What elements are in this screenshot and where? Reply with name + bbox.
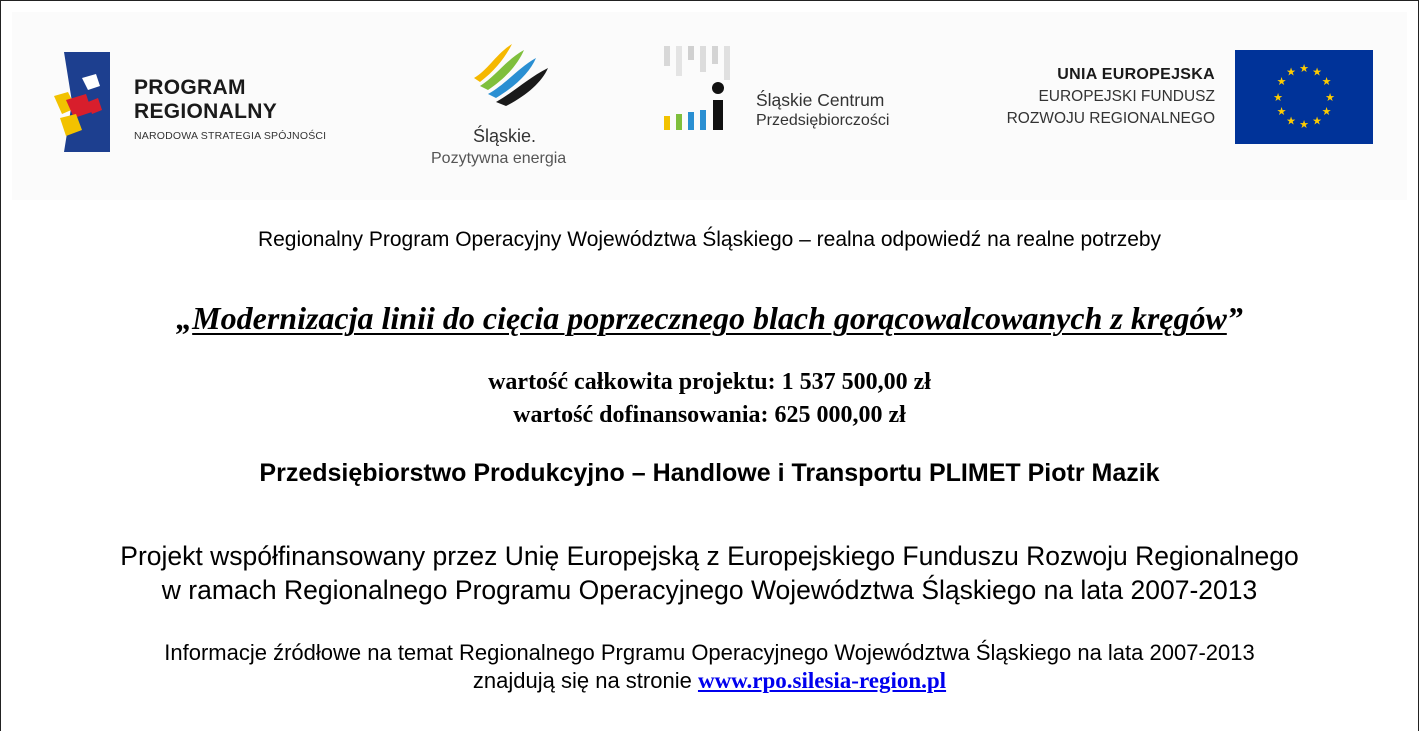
- slaskie-waves-icon: [466, 40, 556, 110]
- cofinancing-line2: w ramach Regionalnego Programu Operacyjnego Województwa Śląskiego na lata 2007-2013: [161, 575, 1258, 605]
- unia-europejska-logo: [985, 50, 1375, 146]
- title-quote-close: ”: [1226, 300, 1243, 336]
- slaskie-centrum-line2: Przedsiębiorczości: [756, 112, 890, 129]
- unia-europejska-texts: [1007, 64, 1215, 130]
- slaskie-centrum-mark-icon: [660, 44, 740, 136]
- unia-europejska-line1: UNIA EUROPEJSKA: [1057, 66, 1215, 83]
- program-regionalny-logo: [52, 52, 372, 152]
- program-regionalny-subtitle: NARODOWA STRATEGIA SPÓJNOŚCI: [134, 130, 327, 142]
- project-title-text: Modernizacja linii do cięcia poprzecznego blach gorącowalcowanych z kręgów: [192, 300, 1227, 336]
- svg-text:★: ★: [1325, 91, 1335, 104]
- program-title-line1: PROGRAM: [134, 76, 246, 99]
- rpo-website-link[interactable]: www.rpo.silesia-region.pl: [697, 668, 947, 693]
- unia-europejska-line2: EUROPEJSKI FUNDUSZ: [1038, 88, 1215, 105]
- unia-europejska-line3: ROZWOJU REGIONALNEGO: [1006, 110, 1215, 127]
- svg-text:★: ★: [1286, 114, 1296, 128]
- info-line2-prefix: znajdują się na stronie: [472, 668, 698, 693]
- program-regionalny-title: [134, 76, 277, 124]
- svg-text:★: ★: [1321, 75, 1332, 88]
- slaskie-centrum-logo: [660, 44, 922, 136]
- svg-text:★: ★: [1312, 114, 1322, 128]
- cofinancing-line1: Projekt współfinansowany przez Unię Europejską z Europejskiego Funduszu Rozwoju Regionalnego: [120, 541, 1299, 571]
- program-regionalny-mark-icon: [52, 52, 110, 152]
- svg-text:★: ★: [1312, 65, 1322, 79]
- company-name: Przedsiębiorstwo Produkcyjno – Handlowe i Transportu PLIMET Piotr Mazik: [259, 459, 1160, 487]
- program-title-line2: REGIONALNY: [134, 100, 278, 123]
- svg-text:★: ★: [1276, 105, 1287, 118]
- project-total-value: wartość całkowita projektu: 1 537 500,00 zł: [488, 369, 931, 395]
- info-line1: Informacje źródłowe na temat Regionalnego Prgramu Operacyjnego Województwa Śląskiego na lata 2007-2013: [164, 640, 1255, 665]
- program-slogan: Regionalny Program Operacyjny Województwa Śląskiego – realna odpowiedź na realne potrzeby: [257, 228, 1162, 251]
- title-quote-open: „: [176, 300, 193, 336]
- slaskie-tagline: Pozytywna energia: [431, 150, 567, 167]
- svg-text:★: ★: [1299, 62, 1309, 75]
- info-line2: [0, 668, 1419, 694]
- svg-text:★: ★: [1321, 105, 1332, 118]
- eu-flag-icon: [1235, 50, 1373, 144]
- svg-text:★: ★: [1276, 75, 1287, 88]
- slaskie-logo: [428, 40, 593, 175]
- slaskie-name: Śląskie.: [472, 126, 537, 146]
- svg-text:★: ★: [1286, 65, 1296, 79]
- svg-text:★: ★: [1273, 91, 1283, 104]
- slaskie-centrum-line1: Śląskie Centrum: [756, 90, 885, 110]
- project-title: [0, 300, 1419, 337]
- svg-text:★: ★: [1299, 118, 1309, 131]
- project-cofinancing-value: wartość dofinansowania: 625 000,00 zł: [513, 402, 906, 428]
